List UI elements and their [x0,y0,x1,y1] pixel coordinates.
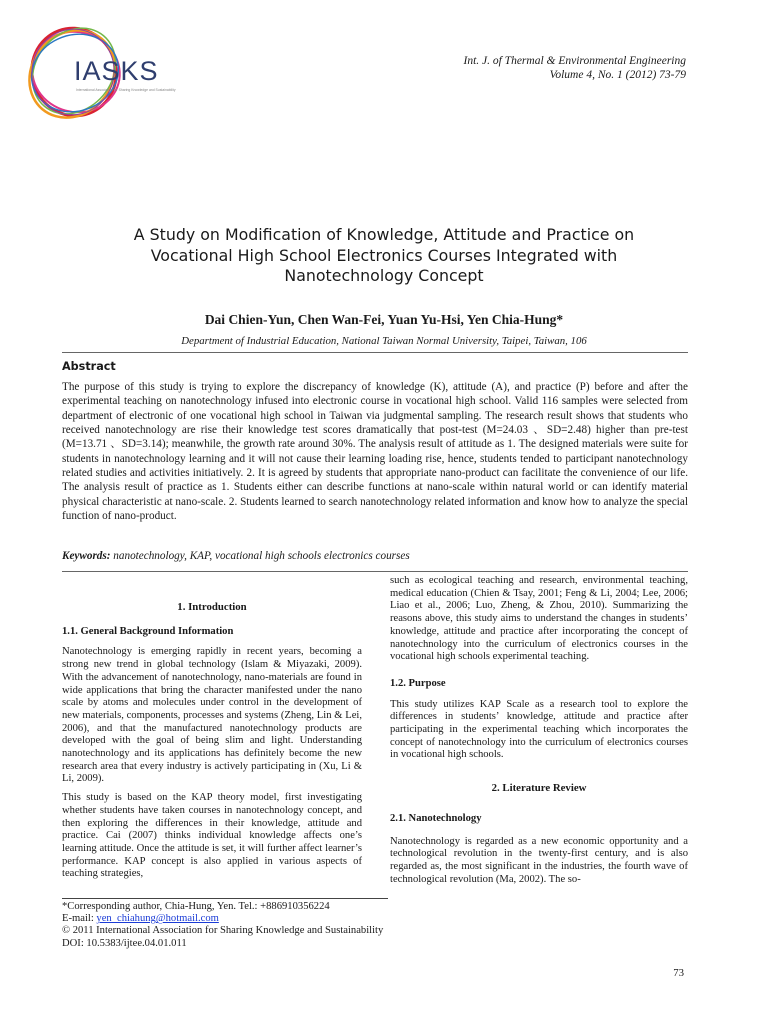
paper-title [60,225,708,287]
author-list: Dai Chien-Yun, Chen Wan-Fei, Yuan Yu-Hsi, Yen Chia-Hung* [204,312,564,327]
paragraph: such as ecological teaching and research, environmental teaching, medical education (Chien & Tsay, 2001; Feng & Li, 2004; Lee, 2006; Liao et al., 2006; Luo, Zheng, & Zhou, 2010). Summarizing the reasons above, this study aims to understand the changes in students’ knowledge, attitude and practice after incorporating the concept of nanotechnology into the curriculum of electronics courses in the vocational high schools experimental teaching. [390,575,688,663]
keywords [62,550,688,562]
subsection-heading-nanotechnology: 2.1. Nanotechnology [390,812,482,824]
paragraph: This study is based on the KAP theory model, first investigating whether students have taken courses in nanotechnology concept, and then exploring the differences in their knowledge, attitude and practice. Cai (2007) thinks individual knowledge affects one’s learning attitude. Once the attitude is set, it will further affect learner’s performance. KAP concept is also applied in various aspects of teaching strategies, [62,792,362,880]
divider-keywords [62,571,688,572]
journal-citation [463,54,686,82]
abstract-body: The purpose of this study is trying to explore the discrepancy of knowledge (K), attitude (A), and practice (P) before and after the experimental teaching on nanotechnology infused into electronic course in vocational high school. Valid 116 samples were selected from department of electronic of one vocational high school in Taiwan via judgmental sampling. The research result shows that students who received nanotechnology are rise their knowledge test scores dramatically that post-test (M=24.03 、SD=2.48) higher than pre-test (M=13.71 、SD=3.14); meanwhile, the growth rate around 30%. The analysis result of attitude as 1. The designed materials were suite for students in nanotechnology learning and it will not cause their learning loading rise, hence, students tended to participant nanotechnology related studies and activities initiatively. 2. It is agreed by students that appropriate nano-product can facilitate the convenience of our life. The analysis result of practice as 1. Students either can describe functions at nano-scale within natural world or can identify material physical characteristic at nano-scale. 2. Students learned to search nanotechnology related information and know how to analyze the special function of nano-product. [62,381,688,523]
left-column [62,601,362,887]
email-line [62,913,383,925]
logo-subtitle: International Association for Sharing Knowledge and Sustainability [76,88,176,92]
corresponding-author: *Corresponding author, Chia-Hung, Yen. Tel.: +886910356224 [62,901,330,912]
copyright: © 2011 International Association for Sharing Knowledge and Sustainability [62,925,384,937]
page-number: 73 [673,967,684,979]
journal-volume: Volume 4, No. 1 (2012) 73-79 [549,69,686,81]
section-heading-literature-review: 2. Literature Review [491,782,587,795]
title-line-2: Vocational High School Electronics Courses Integrated with [150,245,618,265]
subsection-heading-purpose: 1.2. Purpose [390,677,446,689]
journal-name: Int. J. of Thermal & Environmental Engineering [463,55,686,67]
paragraph: Nanotechnology is emerging rapidly in recent years, becoming a strong new trend in global technology (Islam & Miyazaki, 2009). With the advancement of nanotechnology, nano-materials are found in wide applications that bring the character manifested under the nano scale by atoms and molecules under control in the development of new materials, components, processes and systems (Zheng, Lin & Lei, 2006), and that the manufactured nanotechnology products are developed with the goal of being slim and light. Understanding nanotechnology and its applications has definitely become the new research area that every industry is actively participating in (Xu, Li & Li, 2009). [62,646,362,785]
affiliation: Department of Industrial Education, National Taiwan Normal University, Taipei, Taiwan, 106 [181,335,587,347]
right-column [390,575,688,892]
footnote-divider [62,898,388,899]
divider-top [62,352,688,353]
subsection-heading-background: 1.1. General Background Information [62,625,234,637]
section-heading-introduction: 1. Introduction [177,601,247,613]
paragraph: This study utilizes KAP Scale as a research tool to explore the differences in students’ knowledge, attitude and practice after participating in the experimental teaching which incorporates the concept of nanotechnology into the curriculum of electronics courses in vocational high schools. [390,698,688,761]
keywords-label: Keywords: [62,550,111,562]
email-label: E-mail: [62,913,97,925]
paragraph: Nanotechnology is regarded as a new economic opportunity and a technological revolution in the twenty-first century, and is also regarded as, the most significant in the industries, the fourth wave of technological revolution (Ma, 2002). The so- [390,835,688,885]
doi: DOI: 10.5383/ijtee.04.01.011 [62,937,187,949]
logo-wordmark: IASKS [74,56,159,86]
footnote [62,901,383,950]
email-link[interactable]: yen_chiahung@hotmail.com [96,913,219,925]
title-line-1: A Study on Modification of Knowledge, Attitude and Practice on [133,225,635,244]
title-line-3: Nanotechnology Concept [284,266,484,285]
abstract-heading: Abstract [62,360,116,373]
keywords-text: nanotechnology, KAP, vocational high schools electronics courses [110,550,410,562]
